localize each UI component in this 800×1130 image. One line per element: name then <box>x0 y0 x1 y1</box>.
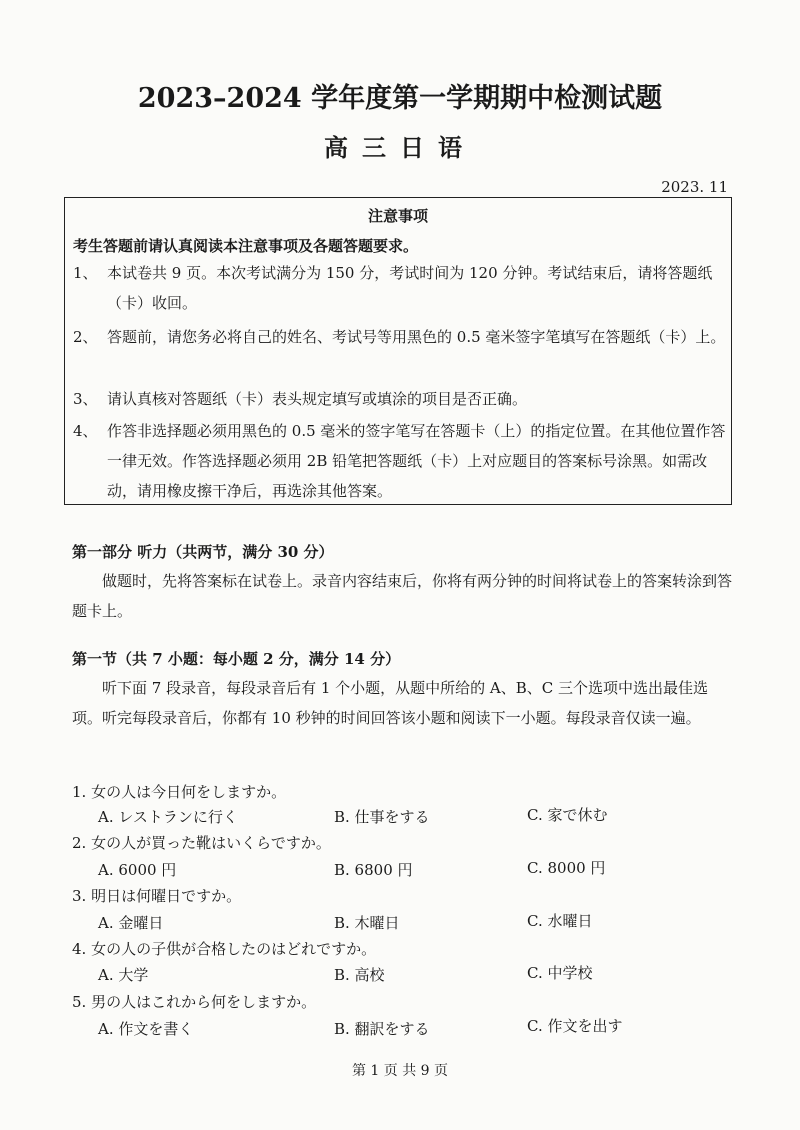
notice-item-text: 答题前，请您务必将自己的姓名、考试号等用黑色的 0.5 毫米签字笔填写在答题纸（卡）上。 <box>107 328 726 346</box>
section1-instructions: 听下面 7 段录音，每段录音后有 1 个小题，从题中所给的 A、B、C 三个选项中选出最佳选项。听完每段录音后，你都有 10 秒钟的时间回答该小题和阅读下一小题。每段录音仅读一遍。 <box>72 679 709 727</box>
notice-title: 注意事项 <box>367 207 428 225</box>
exam-subtitle: 高三日语 <box>324 133 476 162</box>
option-b: B. 高校 <box>334 966 385 984</box>
notice-item-number: 1、 <box>73 264 98 282</box>
notice-item <box>73 258 727 318</box>
notice-item <box>73 322 727 352</box>
part1-instructions: 做题时，先将答案标在试卷上。录音内容结束后，你将有两分钟的时间将试卷上的答案转涂到答题卡上。 <box>72 572 733 620</box>
option-a: A. 金曜日 <box>98 914 164 932</box>
exam-date: 2023. 11 <box>661 178 728 196</box>
exam-title: 2023–2024 学年度第一学期期中检测试题 <box>137 83 663 114</box>
question-stem: 1. 女の人は今日何をしますか。 <box>72 783 287 801</box>
section1-heading: 第一节（共 7 小题：每小题 2 分，满分 14 分） <box>72 650 401 668</box>
page-footer: 第 1 页 共 9 页 <box>351 1063 449 1079</box>
option-a: A. 大学 <box>98 966 149 984</box>
notice-item <box>73 416 727 506</box>
notice-item-text: 作答非选择题必须用黑色的 0.5 毫米的签字笔写在答题卡（上）的指定位置。在其他位置作答一律无效。作答选择题必须用 2B 铅笔把答题纸（卡）上对应题目的答案标号涂黑。如需改动，请用橡皮擦干净后，再选涂其他答案。 <box>107 422 726 500</box>
notice-intro: 考生答题前请认真阅读本注意事项及各题答题要求。 <box>73 237 419 255</box>
notice-item-text: 请认真核对答题纸（卡）表头规定填写或填涂的项目是否正确。 <box>107 390 528 408</box>
question-stem: 5. 男の人はこれから何をしますか。 <box>72 993 317 1011</box>
question-stem: 3. 明日は何曜日ですか。 <box>72 887 242 905</box>
notice-item-number: 4、 <box>73 422 98 440</box>
notice-item <box>73 384 727 414</box>
notice-box <box>64 197 732 505</box>
option-a: A. レストランに行く <box>98 808 238 826</box>
option-c: C. 作文を出す <box>527 1017 623 1035</box>
question-stem: 2. 女の人が買った靴はいくらですか。 <box>72 834 331 852</box>
option-b: B. 木曜日 <box>334 914 400 932</box>
option-c: C. 8000 円 <box>527 859 606 877</box>
notice-item-number: 3、 <box>73 390 98 408</box>
notice-item-text: 本试卷共 9 页。本次考试满分为 150 分，考试时间为 120 分钟。考试结束后，请将答题纸（卡）收回。 <box>107 264 713 312</box>
option-b: B. 仕事をする <box>334 808 430 826</box>
option-a: A. 作文を書く <box>98 1020 194 1038</box>
option-b: B. 6800 円 <box>334 861 413 879</box>
option-b: B. 翻訳をする <box>334 1020 430 1038</box>
option-c: C. 中学校 <box>527 964 593 982</box>
option-a: A. 6000 円 <box>98 861 177 879</box>
option-c: C. 水曜日 <box>527 912 593 930</box>
option-c: C. 家で休む <box>527 806 608 824</box>
notice-item-number: 2、 <box>73 328 98 346</box>
question-stem: 4. 女の人の子供が合格したのはどれですか。 <box>72 940 377 958</box>
part1-heading: 第一部分 听力（共两节，满分 30 分） <box>72 543 334 561</box>
